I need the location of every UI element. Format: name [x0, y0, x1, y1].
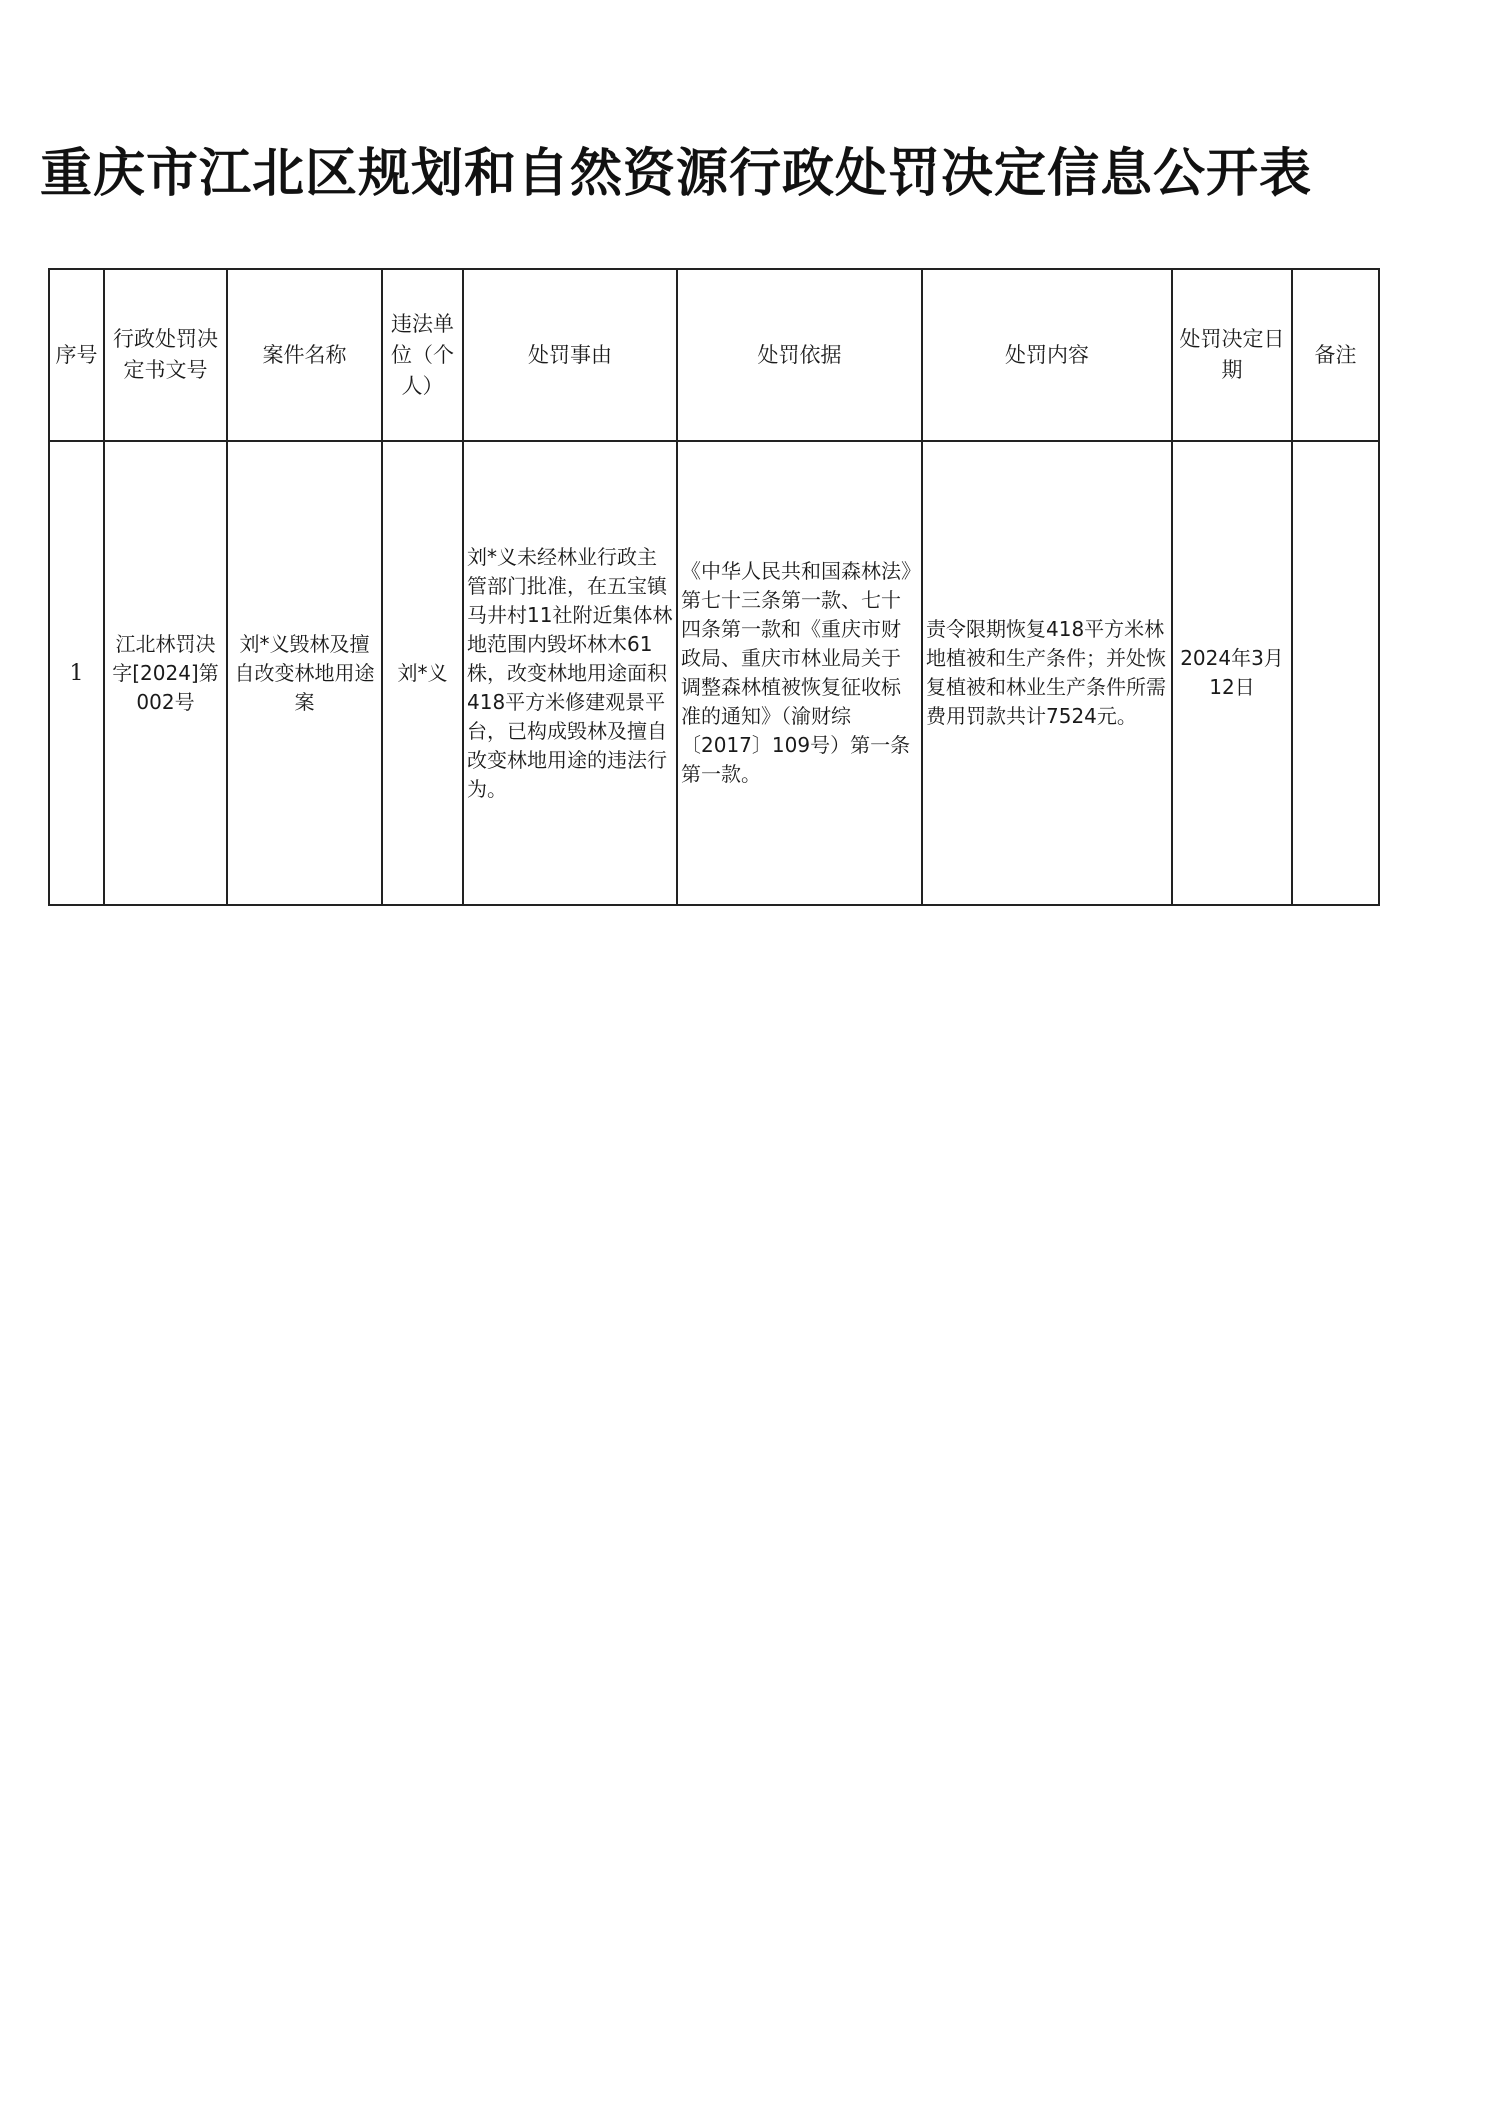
cell-doc-no: 江北林罚决字[2024]第002号 [104, 441, 227, 905]
cell-case-name: 刘*义毁林及擅自改变林地用途案 [227, 441, 382, 905]
header-reason: 处罚事由 [463, 269, 677, 441]
header-date: 处罚决定日期 [1172, 269, 1292, 441]
page-title: 重庆市江北区规划和自然资源行政处罚决定信息公开表 [40, 143, 1313, 204]
cell-seq: 1 [49, 441, 104, 905]
header-doc-no: 行政处罚决定书文号 [104, 269, 227, 441]
header-basis: 处罚依据 [677, 269, 922, 441]
table-header-row [49, 269, 1379, 441]
header-case-name: 案件名称 [227, 269, 382, 441]
cell-reason: 刘*义未经林业行政主管部门批准，在五宝镇马井村11社附近集体林地范围内毁坏林木61株，改变林地用途面积418平方米修建观景平台，已构成毁林及擅自改变林地用途的违法行为。 [463, 441, 677, 905]
header-content: 处罚内容 [922, 269, 1172, 441]
cell-party: 刘*义 [382, 441, 463, 905]
header-remark: 备注 [1292, 269, 1379, 441]
header-seq: 序号 [49, 269, 104, 441]
cell-date: 2024年3月12日 [1172, 441, 1292, 905]
cell-remark [1292, 441, 1379, 905]
penalty-info-table [48, 268, 1380, 906]
cell-basis: 《中华人民共和国森林法》第七十三条第一款、七十四条第一款和《重庆市财政局、重庆市林业局关于调整森林植被恢复征收标准的通知》（渝财综〔2017〕109号）第一条第一款。 [677, 441, 922, 905]
header-party: 违法单位（个人） [382, 269, 463, 441]
table-row [49, 441, 1379, 905]
cell-content: 责令限期恢复418平方米林地植被和生产条件；并处恢复植被和林业生产条件所需费用罚款共计7524元。 [922, 441, 1172, 905]
